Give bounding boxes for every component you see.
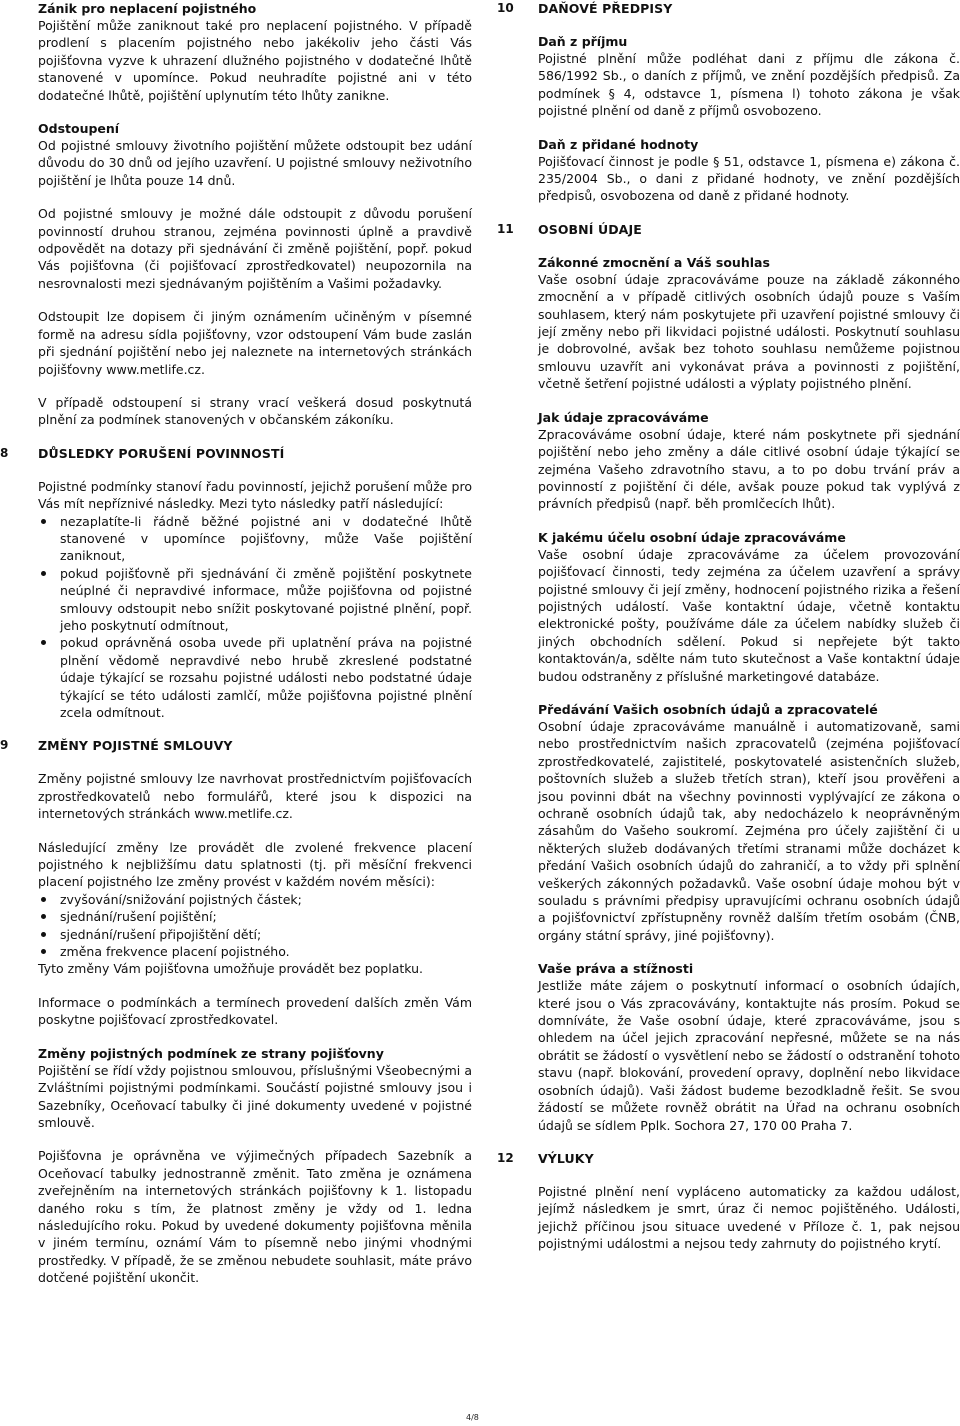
section-number: 10 [497, 1, 514, 15]
purpose-block [538, 529, 960, 685]
changes-list [38, 891, 472, 961]
list-item: sjednání/rušení pojištění; [38, 908, 472, 925]
section-9-paragraph-1: Změny pojistné smlouvy lze navrhovat prostřednictvím pojišťovacích zprostředkovatelů nebo formulářů, které jsou k dispozici na internetových stránkách www.metlife.cz. [38, 771, 472, 822]
section-9-paragraph-2: Následující změny lze provádět dle zvolené frekvence placení pojistného k nejbližšímu datu splatnosti (tj. při měsíční frekvenci placení pojistného lze změny provést v každém novém měsíci): [38, 839, 472, 890]
section-heading: DAŇOVÉ PŘEDPISY [538, 1, 673, 16]
block-text: Vaše osobní údaje zpracováváme pouze na základě zákonného zmocnění a v případě citlivých osobních údajů pouze s Vaším souhlasem, který nám poskytujete při uzavření pojistné smlouvy či její změny nebo při likvidaci pojistné události. Poskytnutí souhlasu je dobrovolné, avšak bez tohoto souhlasu nemůžeme pojistnou smlouvu uzavřít ani vykonávat práva a povinnosti z pojištění, včetně šetření pojistné události a výplaty pojistného plnění. [538, 271, 960, 392]
left-column [0, 0, 472, 1303]
block-title: Vaše práva a stížnosti [538, 961, 694, 977]
list-item: změna frekvence placení pojistného. [38, 943, 472, 960]
section-number: 9 [0, 738, 9, 753]
lapse-title: Zánik pro neplacení pojistného [38, 1, 257, 16]
section-number: 8 [0, 445, 9, 460]
section-8 [0, 445, 472, 722]
vat-title: Daň z přidané hodnoty [538, 136, 699, 152]
block-title: Zákonné zmocnění a Váš souhlas [538, 254, 770, 270]
vat-text: Pojišťovací činnost je podle § 51, odstavce 1, písmena e) zákona č. 235/2004 Sb., o dani z přidané hodnoty, ve znění pozdějších předpisů, osvobozena od daně z přidané hodnoty. [538, 153, 960, 204]
section-12 [497, 1150, 960, 1253]
list-item: pokud pojišťovně při sjednávání či změně pojištění poskytnete neúplné či nepravdivé informace, může pojišťovna od pojistné smlouvy odstoupit nebo snížit poskytované pojistné plnění, popř. jeho poskytnutí odmítnout, [38, 565, 472, 635]
block-text: Vaše osobní údaje zpracováváme za účelem provozování pojišťovací činnosti, tedy zejména za účelem uzavření a správy pojistné smlouvy či její změny, hodnocení pojistného rizika a řešení pojistných událostí. Vaše kontaktní údaje, včetně kontaktu elektronické pošty, používáme dále za účelem nabídky služeb či jiných obchodních sdělení. Pokud si nepřejete být takto kontaktován/a, sdělte nám tuto skutečnost a Vaše kontaktní údaje budou odstraněny z příslušné marketingové databáze. [538, 546, 960, 684]
section-9-paragraph-4: Informace o podmínkách a termínech provedení dalších změn Vám poskytne pojišťovací zprostředkovatel. [38, 994, 472, 1028]
income-tax-text: Pojistné plnění může podléhat dani z příjmu dle zákona č. 586/1992 Sb., o daních z příjmů, ve znění pozdějších předpisů. Za podmínek § 4, odstavce 1, písmena l) tohoto zákona je však pojistné plnění od daně z příjmů osvobozeno. [538, 51, 960, 119]
block-text: Zpracováváme osobní údaje, které nám poskytnete při sjednání pojištění nebo jeho změny a dále citlivé osobní údaje týkající se zejména Vašeho zdravotního stavu, a to po dobu trvání práv a povinností z pojištění či déle, avšak pouze pokud tak vyplývá z právních předpisů (např. běh promlčecích lhůt). [538, 426, 960, 512]
section-8-intro: Pojistné podmínky stanoví řadu povinností, jejichž porušení může pro Vás mít nepříznivé následky. Mezi tyto následky patří následující: [38, 478, 472, 512]
consent-block [538, 254, 960, 393]
section-heading: OSOBNÍ ÚDAJE [538, 221, 642, 237]
section-heading: DŮSLEDKY PORUŠENÍ POVINNOSTÍ [38, 445, 285, 461]
income-tax-title: Daň z příjmu [538, 34, 628, 49]
exclusions-text: Pojistné plnění není vypláceno automaticky za každou událost, jejímž následkem je smrt, úraz či nemoc pojištěného. Události, jejichž příčinou jsou situace uvedené v Příloze č. 1, pak nejsou pojistnými událostmi a nejsou tedy zahrnuty do pojistného krytí. [538, 1183, 960, 1252]
list-item: pokud oprávněná osoba uvede při uplatnění práva na pojistné plnění vědomě nepravdivé nebo hrubě zkreslené podstatné údaje týkající se rozsahu pojistné události nebo podstatné údaje týkající se této události zamlčí, může pojišťovna pojistné plnění zcela odmítnout. [38, 634, 472, 721]
block-text: Osobní údaje zpracováváme manuálně i automatizovaně, sami nebo prostřednictvím našich zpracovatelů (zejména pojišťovací zprostředkovatelé, zajistitelé, poskytovatelé asistenčních služeb, poštovních služeb a služeb třetích stran), kteří jsou prověřeni a jsou povinni dbát na všechny povinnosti vyplývající ze zákona o ochraně osobních údajů tak, aby nedocházelo k neoprávněným zásahům do Vašeho soukromí. Zejména pro účely zajištění či u některých služeb dodávaných třetími stranami může docházet k předání Vašich osobních údajů do zahraničí, a to vždy při splnění veškerých zákonných požadavků. Vaše osobní údaje mohou být v souladu s právními předpisy upravujícími ochranu osobních údajů a pojišťovnictví zpřístupněny rovněž dalším třetím osobám (ČNB, orgány státní správy, jiné pojišťovny). [538, 718, 960, 943]
section-heading: VÝLUKY [538, 1150, 594, 1166]
rights-block [538, 960, 960, 1134]
block-title: K jakému účelu osobní údaje zpracováváme [538, 529, 846, 545]
right-column [497, 0, 960, 1269]
list-item: zvyšování/snižování pojistných částek; [38, 891, 472, 908]
page-number: 4/8 [466, 1413, 479, 1422]
lapse-text: Pojištění může zaniknout také pro neplacení pojistného. V případě prodlení s placením pojistného nebo jakékoliv jeho části Vás pojišťovna vyzve k uhrazení dlužného pojistného v dodatečné lhůtě stanovené v upomínce. Pokud neuhradíte pojistné ani v této dodatečné lhůtě, pojištění uplynutím této lhůty zanikne. [38, 18, 472, 103]
block-text: Jestliže máte zájem o poskytnutí informací o osobních údajích, které jsou o Vás zpracovávány, kontaktujte nás prosím. Pokud se domníváte, že Vaše osobní údaje, které zpracováváme, jsou s ohledem na účel jejich zpracování nepřesné, můžete se na nás obrátit se žádostí o vysvětlení nebo se žádostí o odstranění tohoto stavu (např. blokování, provedení opravy, doplnění nebo likvidace osobních údajů). Vaši žádost budeme bezodkladně řešit. Se svou žádostí se můžete rovněž obrátit na Úřad na ochranu osobních údajů se sídlem Pplk. Sochora 27, 170 00 Praha 7. [538, 978, 960, 1133]
section-9-paragraph-6: Pojišťovna je oprávněna ve výjimečných případech Sazebník a Oceňovací tabulky jednostranně změnit. Tato změna je oznámena zveřejněním na internetových stránkách pojišťovny k 1. listopadu daného roku s tím, že platnost změny je vždy od 1. ledna následujícího roku. Pokud by uvedené dokumenty pojišťovna měnila v jiném termínu, oznámí Vám to písemně nebo jinými vhodnými prostředky. V případě, že se změnou nebudete souhlasit, máte právo dotčené pojištění ukončit. [38, 1148, 472, 1286]
section-9-paragraph-3: Tyto změny Vám pojišťovna umožňuje provádět bez poplatku. [38, 961, 424, 977]
section-11 [497, 221, 960, 1134]
section-number: 11 [497, 221, 514, 236]
block-title: Předávání Vašich osobních údajů a zpracovatelé [538, 701, 878, 717]
withdrawal-paragraph-3: Odstoupit lze dopisem či jiným oznámením učiněným v písemné formě na adresu sídla pojišťovny, vzor odstoupení Vám bude zaslán při sjednání pojištění nebo jej naleznete na internetových stránkách pojišťovny www.metlife.cz. [38, 309, 472, 377]
withdrawal-title: Odstoupení [38, 121, 120, 137]
section-9-paragraph-5: Pojištění se řídí vždy pojistnou smlouvou, příslušnými Všeobecnými a Zvláštními pojistnými podmínkami. Součástí pojistné smlouvy jsou i Sazebníky, Oceňovací tabulky či jiné dokumenty uvedené v pojistné smlouvě. [38, 1062, 472, 1130]
section-lapse [0, 0, 472, 104]
processing-block [538, 409, 960, 513]
withdrawal-paragraph-2: Od pojistné smlouvy je možné dále odstoupit z důvodu porušení povinností druhou stranou, zejména povinnosti úplně a pravdivě odpovědět na dotazy při sjednávání či změně pojištění, popř. pokud Vás pojišťovna (či pojišťovací zprostředkovatel) neupozornila na nesrovnalosti mezi sjednávaným pojištěním a Vašimi požadavky. [38, 206, 472, 291]
section-number: 12 [497, 1150, 514, 1165]
section-heading: ZMĚNY POJISTNÉ SMLOUVY [38, 738, 233, 754]
section-10 [497, 0, 960, 205]
consequences-list [38, 513, 472, 722]
section-withdrawal [0, 120, 472, 429]
block-title: Jak údaje zpracováváme [538, 409, 709, 425]
terms-changes-title: Změny pojistných podmínek ze strany pojišťovny [38, 1045, 384, 1061]
section-9 [0, 737, 472, 1286]
withdrawal-paragraph-4: V případě odstoupení si strany vrací veškerá dosud poskytnutá plnění za podmínek stanovených v občanském zákoníku. [38, 394, 472, 428]
list-item: nezaplatíte-li řádně běžné pojistné ani v dodatečné lhůtě stanovené v upomínce pojišťovny, může Vaše pojištění zaniknout, [38, 513, 472, 565]
transfer-block [538, 701, 960, 944]
list-item: sjednání/rušení připojištění dětí; [38, 926, 472, 943]
withdrawal-paragraph-1: Od pojistné smlouvy životního pojištění můžete odstoupit bez udání důvodu do 30 dnů od jejího uzavření. U pojistné smlouvy neživotního pojištění je lhůta pouze 14 dnů. [38, 138, 472, 188]
